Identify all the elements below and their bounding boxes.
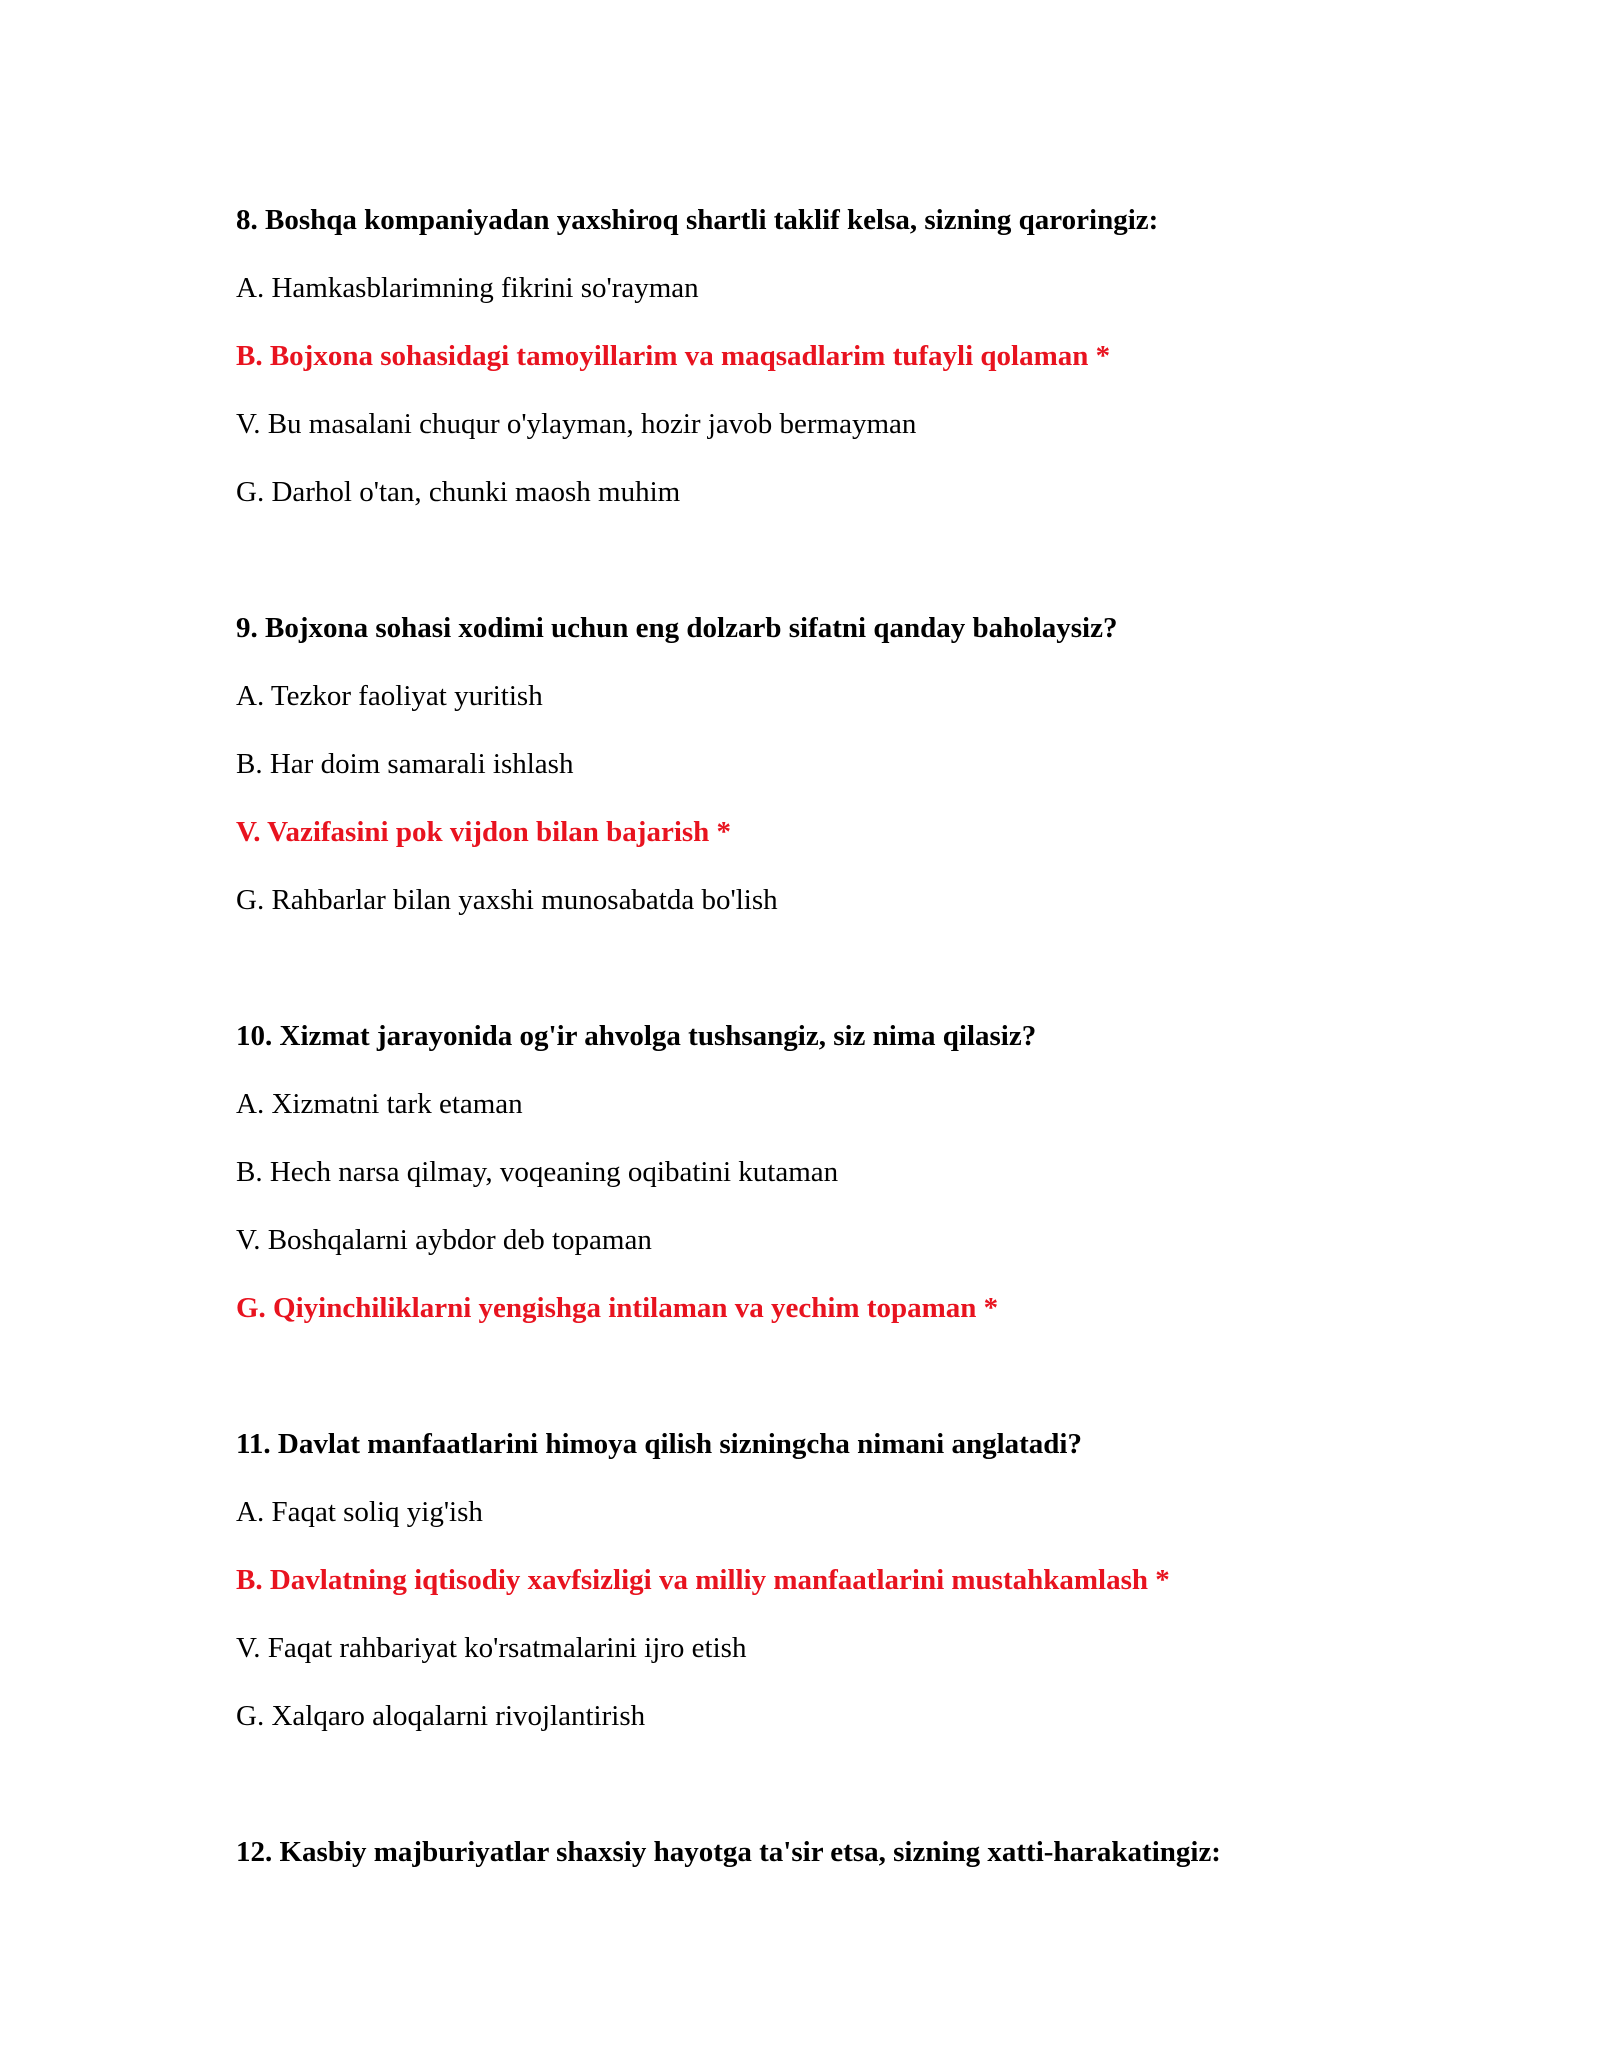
answer-option: A. Xizmatni tark etaman (236, 1088, 523, 1120)
answer-option: G. Rahbarlar bilan yaxshi munosabatda bo'lish (236, 884, 778, 916)
answer-option: V. Boshqalarni aybdor deb topaman (236, 1224, 652, 1256)
correct-answer-option: G. Qiyinchiliklarni yengishga intilaman va yechim topaman * (236, 1292, 999, 1324)
answer-option: G. Darhol o'tan, chunki maosh muhim (236, 476, 681, 508)
answer-option: V. Faqat rahbariyat ko'rsatmalarini ijro etish (236, 1632, 747, 1664)
question-text: 11. Davlat manfaatlarini himoya qilish sizningcha nimani anglatadi? (236, 1428, 1082, 1460)
question-block (236, 186, 1486, 526)
question-text: 9. Bojxona sohasi xodimi uchun eng dolzarb sifatni qanday baholaysiz? (236, 612, 1118, 644)
question-block (236, 1818, 1486, 1886)
answer-option: A. Hamkasblarimning fikrini so'rayman (236, 272, 699, 304)
question-block (236, 594, 1486, 934)
correct-answer-option: V. Vazifasini pok vijdon bilan bajarish * (236, 816, 732, 848)
question-list (236, 186, 1486, 1886)
question-block (236, 1002, 1486, 1342)
answer-option: B. Hech narsa qilmay, voqeaning oqibatini kutaman (236, 1156, 839, 1188)
answer-option: V. Bu masalani chuqur o'ylayman, hozir javob bermayman (236, 408, 917, 440)
correct-answer-option: B. Davlatning iqtisodiy xavfsizligi va milliy manfaatlarini mustahkamlash * (236, 1564, 1170, 1596)
answer-option: B. Har doim samarali ishlash (236, 748, 574, 780)
answer-option: A. Faqat soliq yig'ish (236, 1496, 483, 1528)
question-block (236, 1410, 1486, 1750)
question-text: 12. Kasbiy majburiyatlar shaxsiy hayotga ta'sir etsa, sizning xatti-harakatingiz: (236, 1836, 1221, 1868)
question-text: 10. Xizmat jarayonida og'ir ahvolga tushsangiz, siz nima qilasiz? (236, 1020, 1037, 1052)
answer-option: G. Xalqaro aloqalarni rivojlantirish (236, 1700, 646, 1732)
correct-answer-option: B. Bojxona sohasidagi tamoyillarim va maqsadlarim tufayli qolaman * (236, 340, 1111, 372)
answer-option: A. Tezkor faoliyat yuritish (236, 680, 543, 712)
question-text: 8. Boshqa kompaniyadan yaxshiroq shartli taklif kelsa, sizning qaroringiz: (236, 204, 1159, 236)
